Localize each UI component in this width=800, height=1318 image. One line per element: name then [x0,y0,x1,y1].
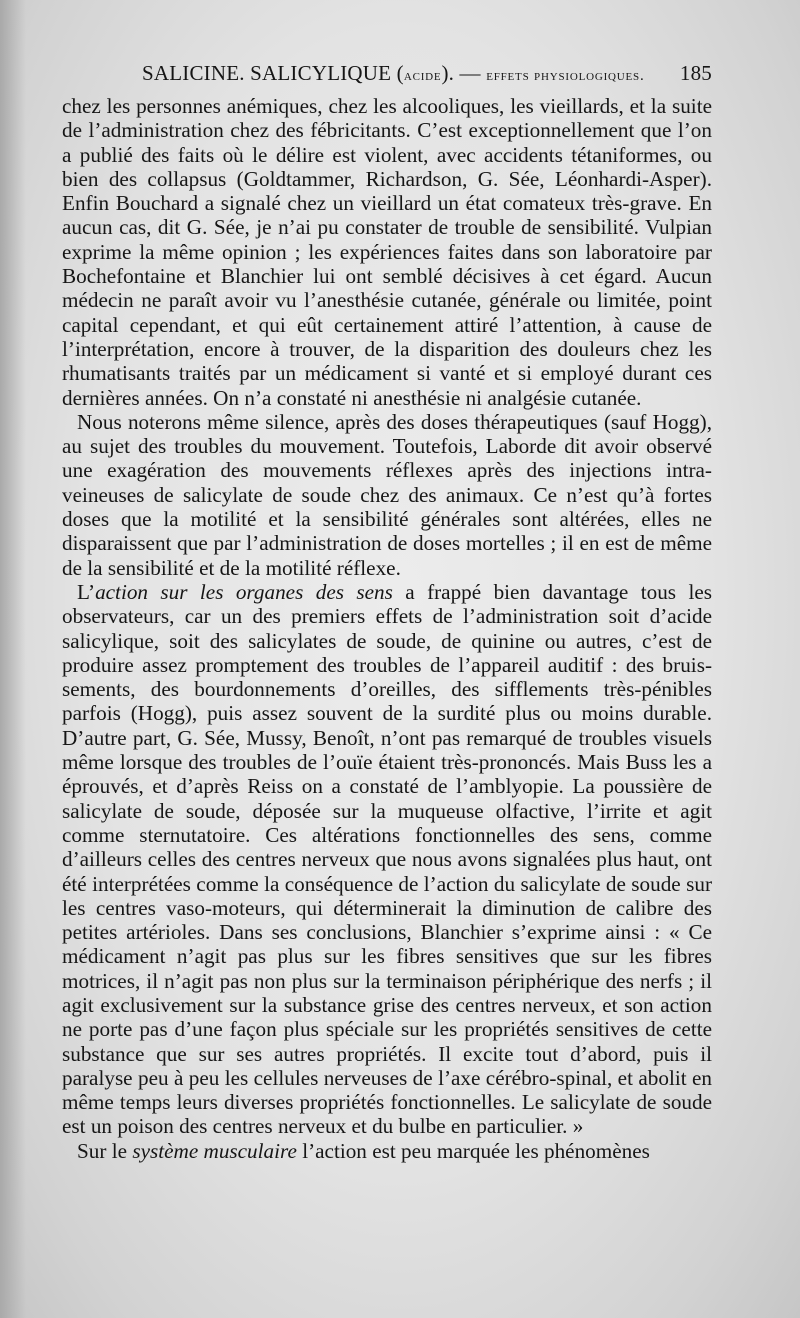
paragraph-4-italic: système musculaire [132,1138,297,1163]
body-text [62,94,712,1163]
paragraph-3 [62,580,712,1139]
title-main: SALICINE. SALICYLIQUE ( [142,61,404,85]
title-section: effets physiologiques. [486,68,645,84]
paragraph-4-rest: l’action est peu marquée les phénomènes [296,1138,650,1163]
title-close: ). — [441,61,487,85]
paragraph-3-italic: action sur les organes des sens [95,579,393,604]
running-title [142,58,645,91]
paragraph-3-rest: a frappé bien davantage tous les observateurs, car un des premiers effets de l’administration soit d’acide salicylique, soit des salicylates de soude, de quinine ou autres, c’est de produire assez promptement des troubles de l’appareil auditif : des bruissements, des bourdonnements d’oreilles, des sifflements très-pénibles parfois (Hogg), puis assez souvent de la surdité plus ou moins durable. D’autre part, G. Sée, Mussy, Benoît, n’ont pas remarqué de troubles visuels même lorsque des troubles de l’ouïe étaient très-prononcés. Mais Buss les a éprouvés, et d’après Reiss on a constaté de l’amblyopie. La poussière de salicylate de soude, déposée sur la muqueuse olfactive, l’irrite et agit comme sternutatoire. Ces altérations fonctionnelles des sens, comme d’ailleurs celles des centres nerveux que nous avons signalées plus haut, ont été interprétées comme la conséquence de l’action du salicylate de soude sur les centres vaso-moteurs, qui déterminerait la diminution de calibre des petites artérioles. Dans ses conclusions, Blanchier s’exprime ainsi : « Ce médicament n’agit pas plus sur les fibres sensitives que sur les fibres motrices, il n’agit pas non plus sur la terminaison périphérique des nerfs ; il agit exclusivement sur la substance grise des centres nerveux, et son action ne porte pas d’une façon plus spéciale sur les propriétés sensitives de cette substance que sur ses autres propriétés. Il excite tout d’abord, puis il paralyse peu à peu les cellules nerveuses de l’axe cérébro-spinal, et abolit en même temps leurs diverses propriétés fonctionnelles. Le salicylate de soude est un poison des centres nerveux et du bulbe en particulier. » [62,579,712,1139]
gutter-shadow [0,0,26,1318]
page-number: 185 [679,61,712,85]
paragraph-2: Nous noterons même silence, après des doses thérapeutiques (sauf Hogg), au sujet des troubles du mouvement. Toutefois, Laborde dit avoir observé une exagération des mouvements réflexes après des injections intra-veineuses de salicylate de soude chez des animaux. Ce n’est qu’à fortes doses que la motilité et la sensibilité générales sont altérées, elles ne disparaissent que par l’administration de doses mortelles ; il en est de même de la sensibilité et de la motilité réflexe. [62,409,712,580]
paragraph-3-prefix: L’ [77,579,96,604]
paragraph-4-prefix: Sur le [77,1138,133,1163]
running-header [62,58,712,88]
title-acide: acide [403,68,442,84]
paragraph-4 [62,1139,712,1163]
paragraph-1: chez les personnes anémiques, chez les alcooliques, les vieillards, et la suite de l’administration chez des fébricitants. C’est exceptionnellement que l’on a publié des faits où le délire est violent, avec accidents tétaniformes, ou bien des collapsus (Goldtammer, Richardson, G. Sée, Léonhardi-Asper). Enfin Bouchard a signalé chez un vieillard un état comateux très-grave. En aucun cas, dit G. Sée, je n’ai pu constater de trouble de sensibilité. Vulpian exprime la même opinion ; les expériences faites dans son laboratoire par Bochefontaine et Blanchier lui ont semblé décisives à cet égard. Aucun médecin ne paraît avoir vu l’anesthésie cutanée, générale ou limitée, point capital cependant, et qui eût certainement attiré l’attention, à cause de l’interprétation, encore à trouver, de la disparition des douleurs chez les rhumatisants traités par un médicament si vanté et si employé durant ces dernières années. On n’a constaté ni anesthésie ni analgésie cutanée. [62,94,712,410]
